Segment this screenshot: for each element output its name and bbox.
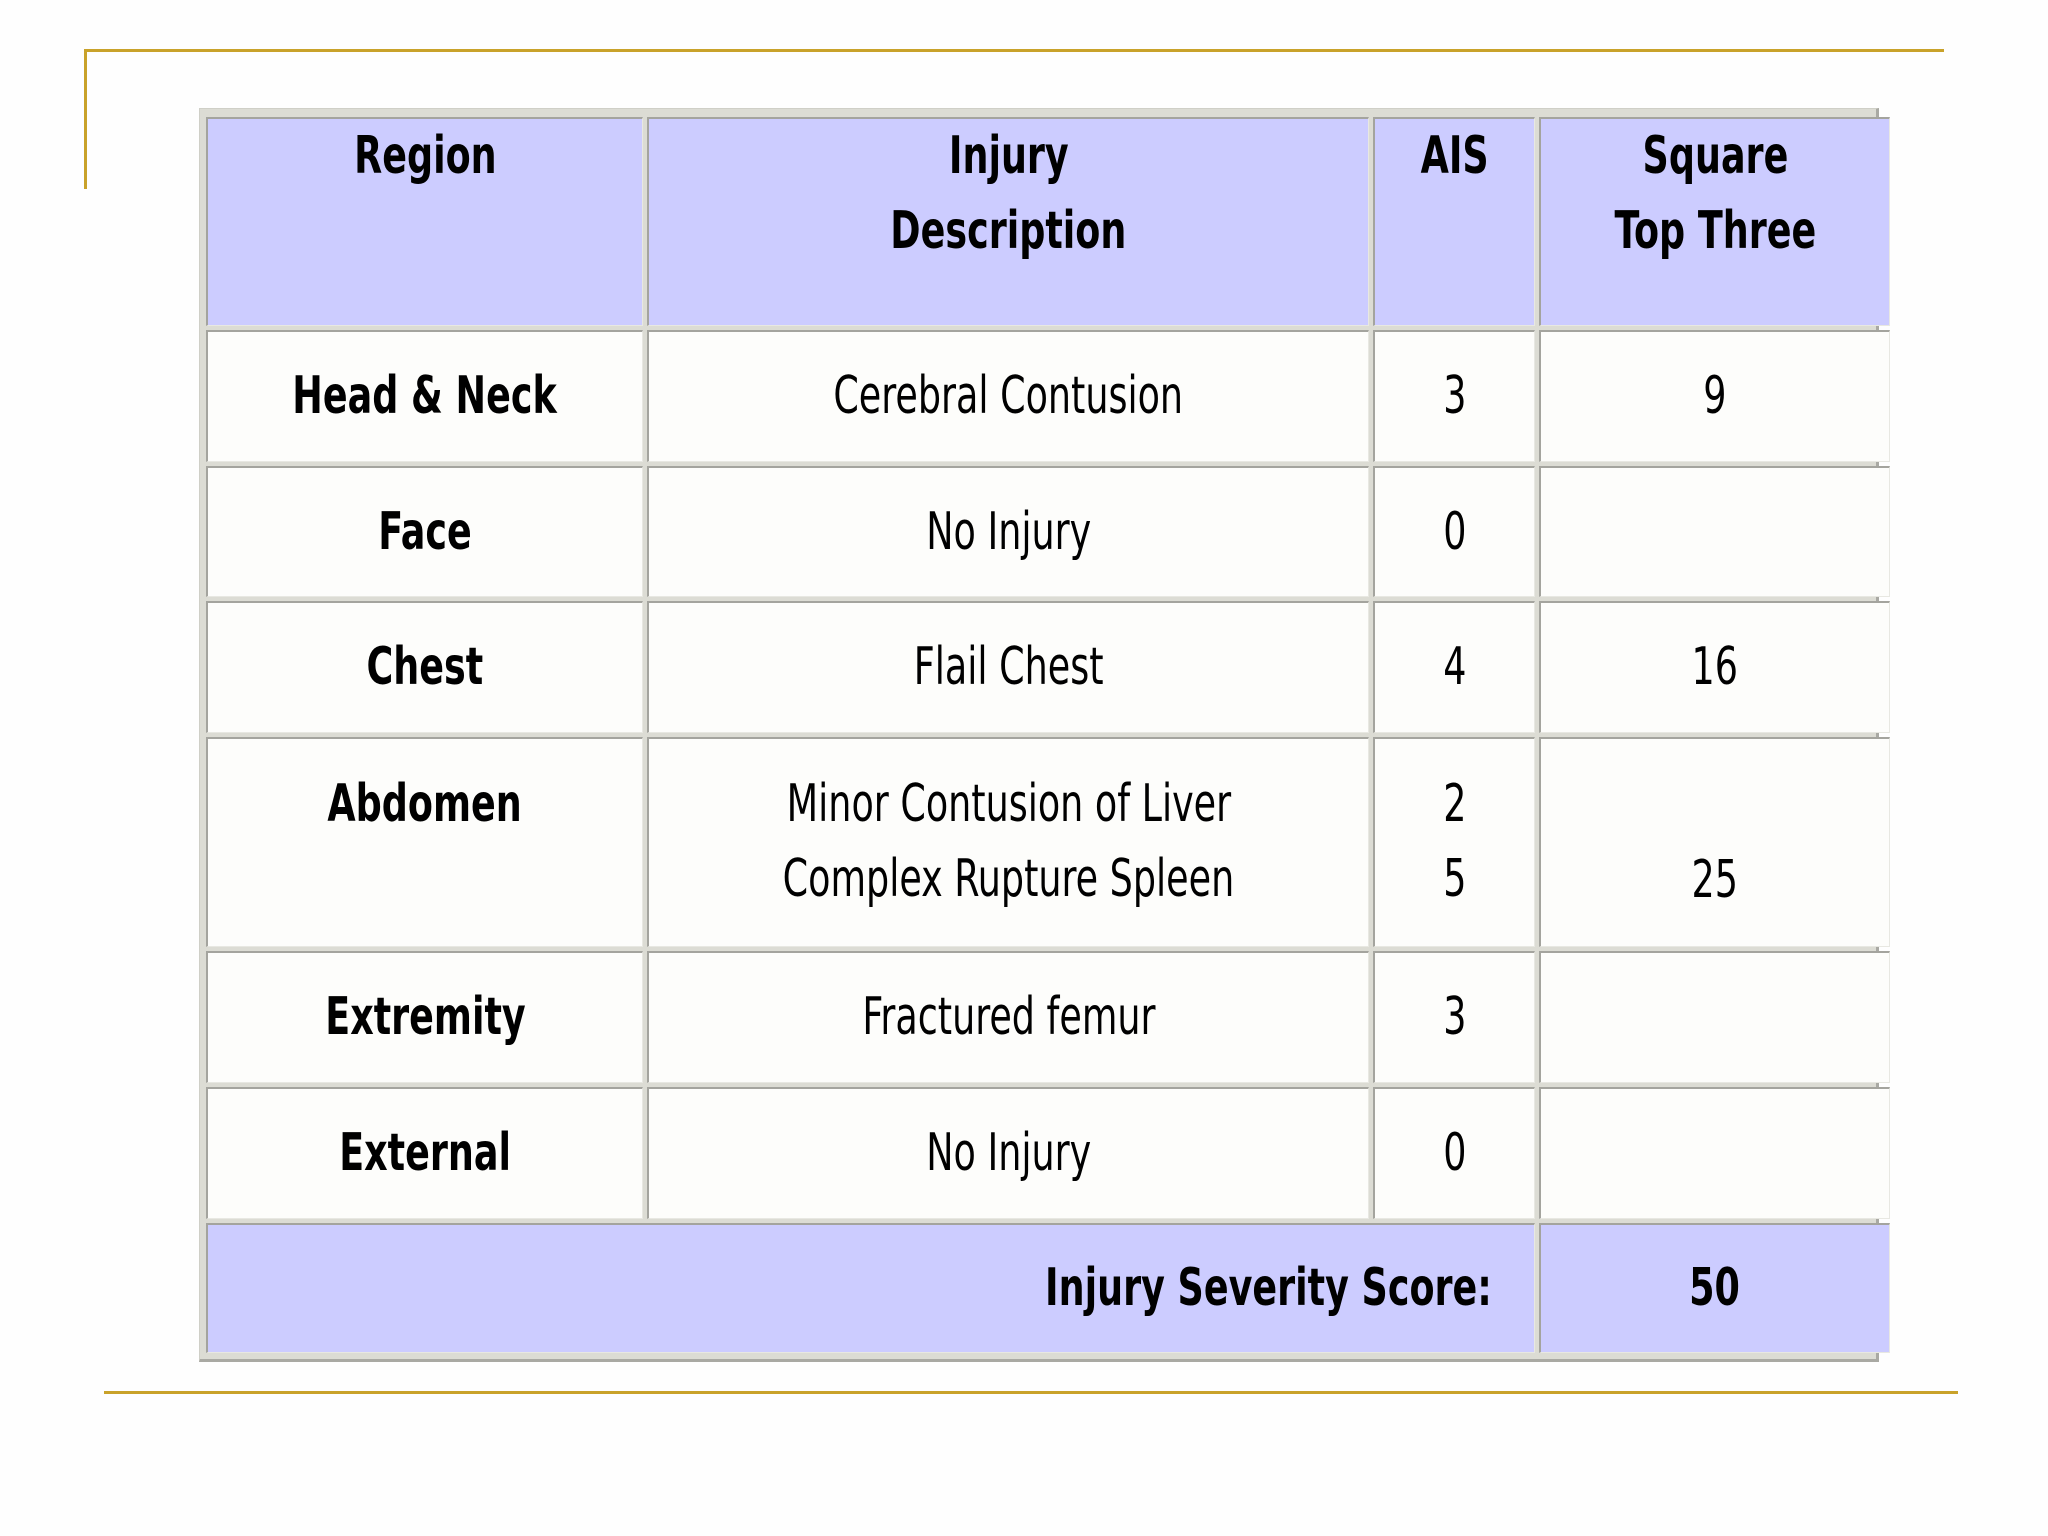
cell-region: External (206, 1087, 643, 1219)
header-square-top-three: Square Top Three (1539, 117, 1890, 326)
cell-square: 16 (1539, 601, 1890, 733)
cell-description: Flail Chest (647, 601, 1369, 733)
table-row-chest (206, 601, 1890, 733)
injury-severity-table-frame (199, 108, 1879, 1362)
cell-region: Abdomen (206, 737, 643, 947)
cell-square (1539, 1087, 1890, 1219)
table-row-external (206, 1087, 1890, 1219)
cell-square (1539, 466, 1890, 598)
table-row-abdomen (206, 737, 1890, 947)
cell-ais: 4 (1373, 601, 1535, 733)
cell-description: No Injury (647, 1087, 1369, 1219)
table-footer-row (206, 1223, 1890, 1353)
cell-ais: 0 (1373, 466, 1535, 598)
slide-frame-bottom-rule (104, 1391, 1958, 1394)
cell-region: Face (206, 466, 643, 598)
cell-description: Cerebral Contusion (647, 330, 1369, 462)
cell-ais: 2 5 (1373, 737, 1535, 947)
cell-description: Fractured femur (647, 951, 1369, 1083)
injury-severity-score-value: 50 (1539, 1223, 1890, 1353)
table-row-head-neck (206, 330, 1890, 462)
cell-ais: 3 (1373, 951, 1535, 1083)
cell-ais: 3 (1373, 330, 1535, 462)
cell-region: Extremity (206, 951, 643, 1083)
cell-ais: 0 (1373, 1087, 1535, 1219)
cell-description: No Injury (647, 466, 1369, 598)
slide-frame-left-rule (84, 49, 87, 189)
table-row-extremity (206, 951, 1890, 1083)
slide-frame-top-rule (84, 49, 1944, 52)
cell-description: Minor Contusion of Liver Complex Rupture Spleen (647, 737, 1369, 947)
cell-square: 25 (1539, 737, 1890, 947)
cell-region: Head & Neck (206, 330, 643, 462)
cell-square (1539, 951, 1890, 1083)
injury-severity-score-label: Injury Severity Score: (206, 1223, 1535, 1353)
header-injury-description: Injury Description (647, 117, 1369, 326)
injury-severity-table (202, 113, 1894, 1357)
header-region: Region (206, 117, 643, 326)
cell-region: Chest (206, 601, 643, 733)
table-row-face (206, 466, 1890, 598)
cell-square: 9 (1539, 330, 1890, 462)
table-header-row (206, 117, 1890, 326)
header-ais: AIS (1373, 117, 1535, 326)
